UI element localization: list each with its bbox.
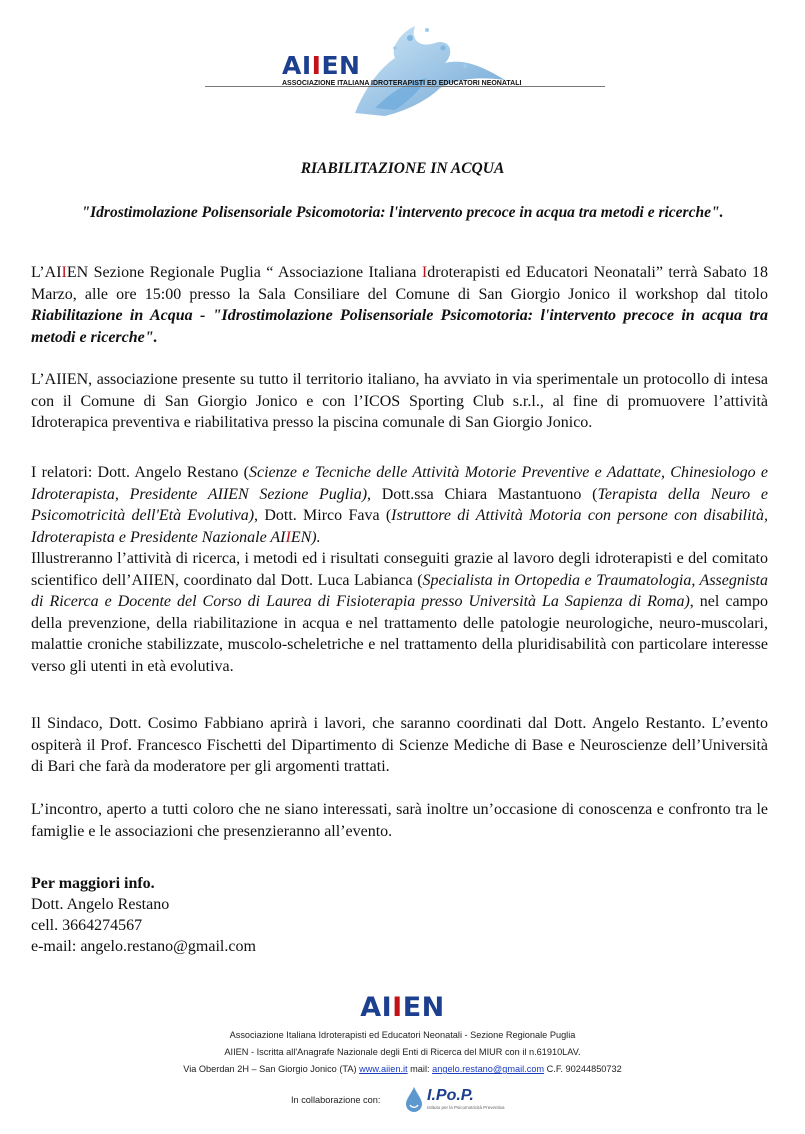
- footer-line-2: AIIEN - Iscritta all'Anagrafe Nazionale degli Enti di Ricerca del MIUR con il n.61910LAV.: [224, 1047, 581, 1057]
- paragraph-association: L’AIIEN, associazione presente su tutto il territorio italiano, ha avviato in via sperimentale un protocollo di intesa con il Comune di San Giorgio Jonico e con l’ICOS Sporting Club s.r.l., al fine di promuovere l’attività Idroterapica preventiva e riabilitativa presso la piscina comunale di San Giorgio Jonico.: [31, 371, 768, 431]
- footer-logo: AIIEN: [360, 992, 445, 1023]
- contact-info: [31, 873, 256, 957]
- paragraph-intro: L’AIIEN Sezione Regionale Puglia “ Associazione Italiana Idroterapisti ed Educatori Neonatali” terrà Sabato 18 Marzo, alle ore 15:00 presso la Sala Consiliare del Comune di San Giorgio Jonico il workshop dal titolo Riabilitazione in Acqua - "Idrostimolazione Polisensoriale Psicomotoria: l'intervento precoce in acqua tra metodi e ricerche".: [31, 264, 768, 346]
- paragraph-mayor: Il Sindaco, Dott. Cosimo Fabbiano aprirà i lavori, che saranno coordinati dal Dott. Angelo Restanto. L’evento ospiterà il Prof. Francesco Fischetti del Dipartimento di Scienze Mediche di Base e Neuroscienze dell’Università di Bari che farà da moderatore per gli argomenti trattati.: [31, 715, 768, 775]
- document-subtitle: "Idrostimolazione Polisensoriale Psicomotoria: l'intervento precoce in acqua tra metodi e ricerche".: [81, 204, 724, 221]
- contact-name: Dott. Angelo Restano: [31, 896, 170, 913]
- ipop-logo: I.Po.P.: [427, 1087, 474, 1104]
- collaboration: [291, 1086, 551, 1114]
- contact-email: e-mail: angelo.restano@gmail.com: [31, 938, 256, 955]
- ipop-drop-icon: [403, 1086, 425, 1114]
- logo-subtitle: ASSOCIAZIONE ITALIANA IDROTERAPISTI ED EDUCATORI NEONATALI: [282, 80, 522, 87]
- mail-link[interactable]: angelo.restano@gmail.com: [432, 1064, 545, 1074]
- paragraph-speakers: I relatori: Dott. Angelo Restano (Scienze e Tecniche delle Attività Motorie Preventive e Adattate, Chinesiologo e Idroterapista, Presidente AIIEN Sezione Puglia), Dott.ssa Chiara Mastantuono (Terapista della Neuro e Psicomotricità dell'Età Evolutiva), Dott. Mirco Fava (Istruttore di Attività Motoria con persone con disabilità, Idroterapista e Presidente Nazionale AIIEN). Illustreranno l’attività di ricerca, i metodi ed i risultati conseguiti grazie al lavoro degli idroterapisti e del comitato scientifico dell’AIIEN, coordinato dal Dott. Luca Labianca (Specialista in Ortopedia e Traumatologia, Assegnista di Ricerca e Docente del Corso di Laurea di Fisioterapia presso Università La Sapienza di Roma), nel campo della prevenzione, della riabilitazione in acqua e nel trattamento delle patologie neurologiche, neuro-muscolari, malattie croniche stabilizzate, muscolo-scheletriche e nel trattamento della pluridisabilità con particolare interesse verso gli utenti in età evolutiva.: [31, 464, 769, 675]
- water-splash-icon: [205, 18, 605, 118]
- collab-label: In collaborazione con:: [291, 1095, 381, 1105]
- contact-phone: cell. 3664274567: [31, 917, 143, 934]
- footer-line-1: Associazione Italiana Idroterapisti ed Educatori Neonatali - Sezione Regionale Puglia: [229, 1030, 576, 1040]
- document-title: RIABILITAZIONE IN ACQUA: [300, 160, 505, 177]
- footer-line-3: Via Oberdan 2H – San Giorgio Jonico (TA) www.aiien.it mail: angelo.restano@gmail.com C.F. 90244850732: [183, 1064, 622, 1074]
- paragraph-closing: L’incontro, aperto a tutti coloro che ne siano interessati, sarà inoltre un’occasione di conoscenza e confronto tra le famiglie e le associazioni che presenzieranno all’evento.: [31, 801, 768, 840]
- ipop-subtitle: Istituto per la Psicomotricità Preventiva: [427, 1105, 505, 1110]
- contact-heading: Per maggiori info.: [31, 875, 155, 892]
- header-logo: [205, 18, 605, 118]
- aiien-logo: AIIEN: [282, 51, 361, 80]
- website-link[interactable]: www.aiien.it: [359, 1064, 408, 1074]
